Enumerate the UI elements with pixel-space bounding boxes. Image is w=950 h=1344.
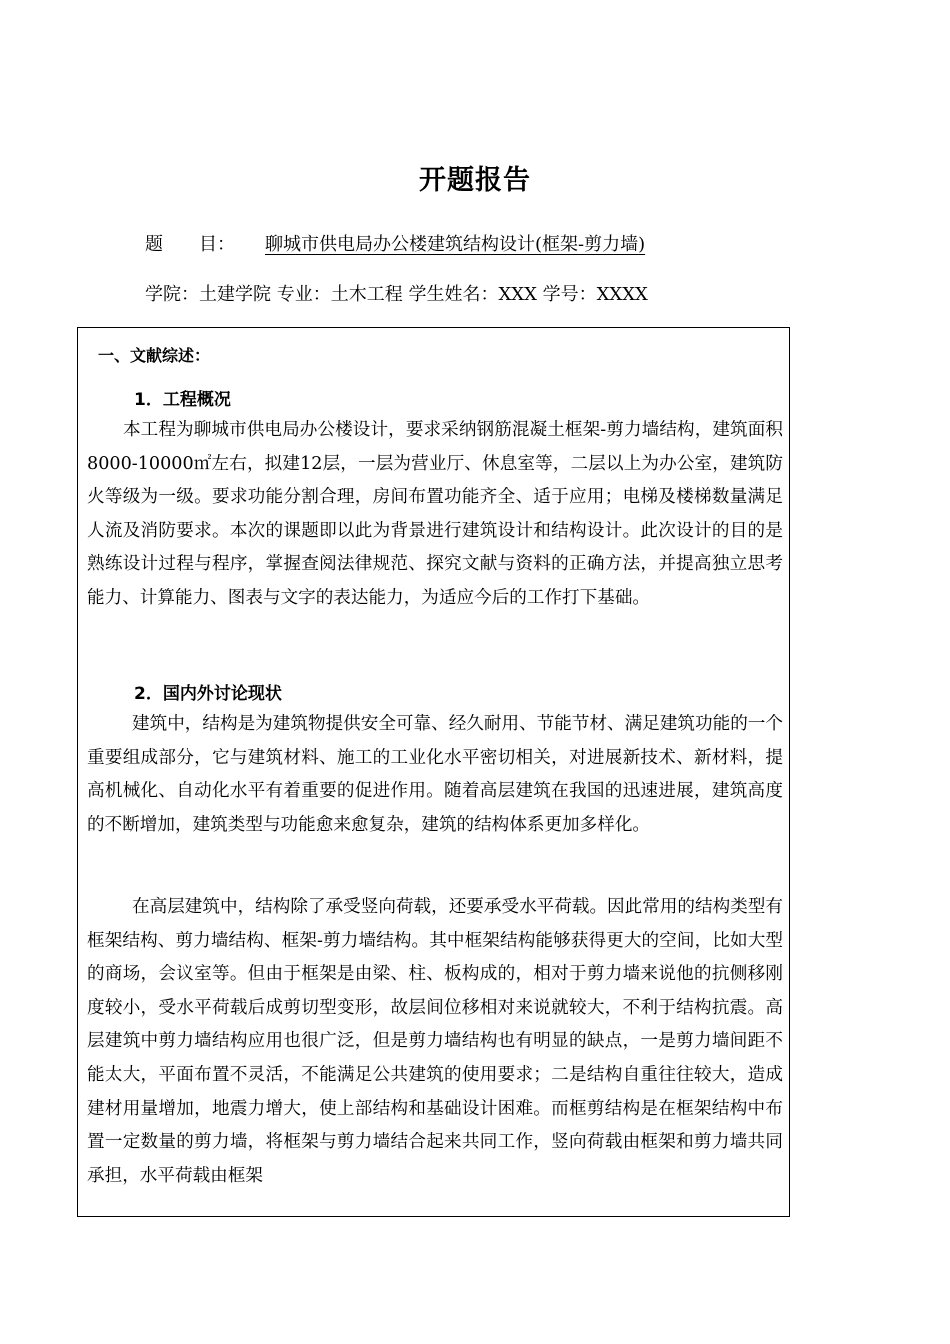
paragraph-research-status-1: 建筑中，结构是为建筑物提供安全可靠、经久耐用、节能节材、满足建筑功能的一个重要组成部分，它与建筑材料、施工的工业化水平密切相关，对进展新技术、新材料，提高机械化、自动化水平有着重要的促进作用。随着高层建筑在我国的迅速进展，建筑高度的不断增加，建筑类型与功能愈来愈复杂，建筑的结构体系更加多样化。	[87, 714, 783, 835]
paragraph-research-status-2: 在高层建筑中，结构除了承受竖向荷载，还要承受水平荷载。因此常用的结构类型有框架结构、剪力墙结构、框架-剪力墙结构。其中框架结构能够获得更大的空间，比如大型的商场，会议室等。但由于框架是由梁、柱、板构成的，相对于剪力墙来说他的抗侧移刚度较小，受水平荷载后成剪切型变形，故层间位移相对来说就较大，不利于结构抗震。高层建筑中剪力墙结构应用也很广泛，但是剪力墙结构也有明显的缺点，一是剪力墙间距不能太大，平面布置不灵活，不能满足公共建筑的使用要求；二是结构自重往往较大，造成建材用量增加，地震力增大，使上部结构和基础设计困难。而框剪结构是在框架结构中布置一定数量的剪力墙，将框架与剪力墙结合起来共同工作，竖向荷载由框架和剪力墙共同承担，水平荷载由框架	[87, 897, 783, 1186]
page-title: 开题报告	[419, 165, 531, 196]
subsection-heading-overview: 1．工程概况	[134, 390, 231, 410]
student-info-line: 学院：土建学院 专业：土木工程 学生姓名：XXX 学号：XXXX	[145, 284, 648, 305]
paragraph-overview: 本工程为聊城市供电局办公楼设计，要求采纳钢筋混凝土框架-剪力墙结构，建筑面积8000-10000㎡左右，拟建12层，一层为营业厅、休息室等，二层以上为办公室，建筑防火等级为一级。要求功能分割合理，房间布置功能齐全、适于应用；电梯及楼梯数量满足人流及消防要求。本次的课题即以此为背景进行建筑设计和结构设计。此次设计的目的是熟练设计过程与程序，掌握查阅法律规范、探究文献与资料的正确方法，并提高独立思考能力、计算能力、图表与文字的表达能力，为适应今后的工作打下基础。	[87, 420, 783, 608]
topic-line	[145, 230, 645, 256]
section-heading: 一、文献综述：	[98, 346, 211, 365]
literature-review-box	[77, 327, 790, 1217]
topic-label: 题 目：	[145, 234, 235, 255]
subsection-heading-research-status: 2．国内外讨论现状	[134, 684, 282, 704]
topic-value: 聊城市供电局办公楼建筑结构设计(框架-剪力墙)	[265, 234, 646, 255]
